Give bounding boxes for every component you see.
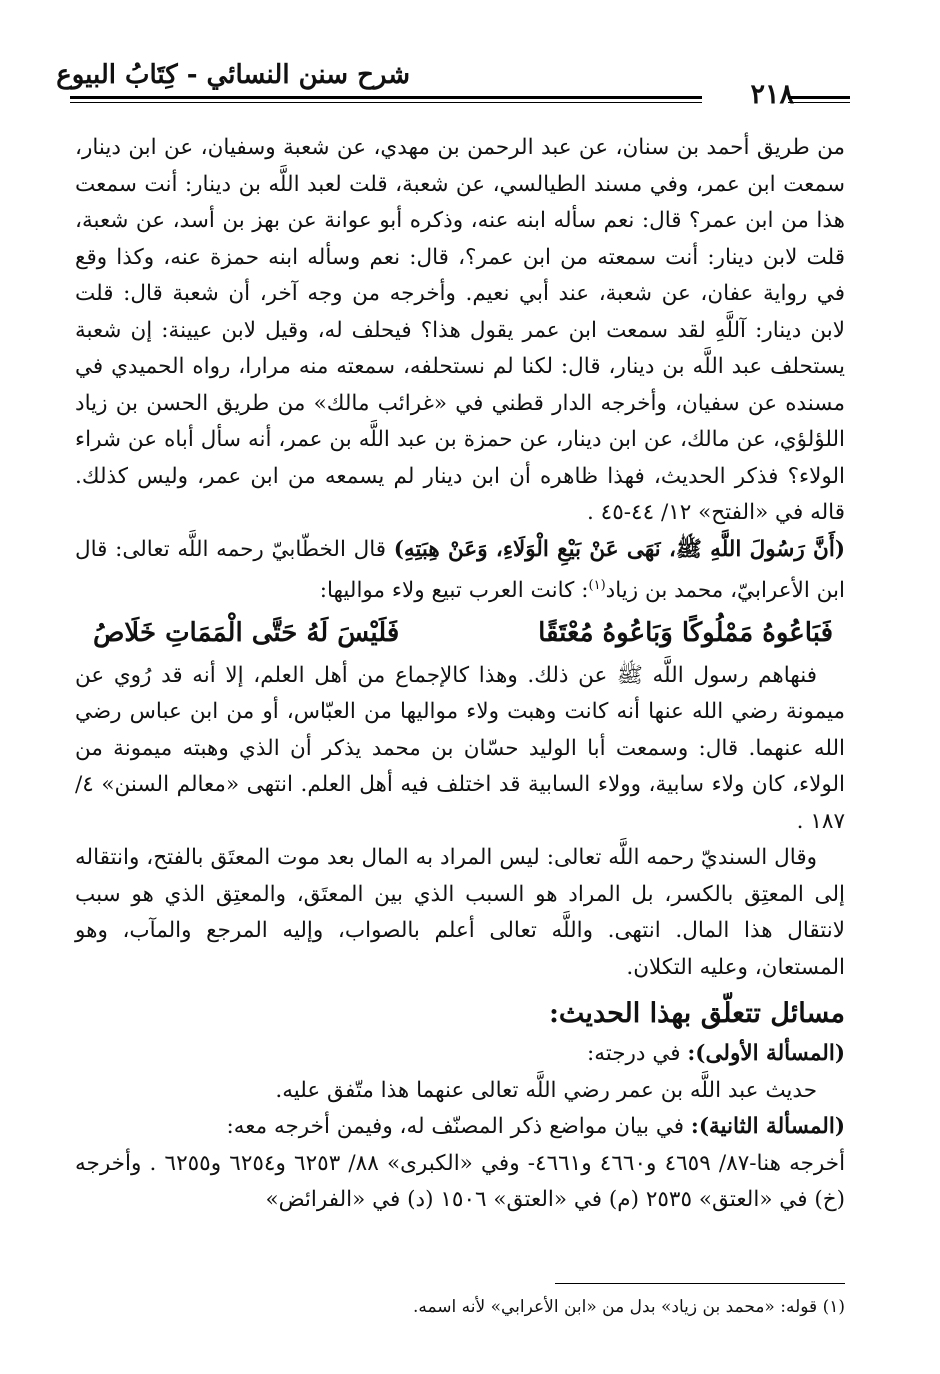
paragraph-chain-of-narration: من طريق أحمد بن سنان، عن عبد الرحمن بن مهدي، عن شعبة وسفيان، عن ابن دينار، سمعت ابن عمر، وفي مسند الطيالسي، عن شعبة، قلت لعبد اللَّه بن دينار: أنت سمعت هذا من ابن عمر؟ قال: نعم سأله ابنه عنه، وذكره أبو عوانة عن بهز بن أسد، عن شعبة، قلت لابن دينار: أنت سمعته من ابن عمر؟، قال: نعم وسأله ابنه حمزة عنه، وكذا وقع في رواية عفان، عن شعبة، عند أبي نعيم. وأخرجه من وجه آخر، أن شعبة قال: قلت لابن دينار: آللَّهِ لقد سمعت ابن عمر يقول هذا؟ فيحلف له، وقيل لابن عيينة: إن شعبة يستحلف عبد اللَّه بن دينار، قال: لكنا لم نستحلفه، سمعته منه مرارا، رواه الحميدي في مسنده عن سفيان، وأخرجه الدار قطني في «غرائب مالك» من طريق الحسن بن زياد اللؤلؤي، عن مالك، عن ابن دينار، عن حمزة بن عبد اللَّه بن عمر، أنه سأل أباه عن شراء الولاء؟ فذكر الحديث، فهذا ظاهره أن ابن دينار لم يسمعه من ابن عمر، وليس كذلك. قاله في «الفتح» ١٢/ ٤٤-٤٥ . [75,135,845,525]
commentary-text-end: : كانت العرب تبيع ولاء مواليها: [319,578,589,604]
footnote-reference: (١) [588,578,606,593]
commentary-text: قال الخطّابيّ رحمه اللَّه تعالى: قال ابن الأعرابيّ، محمد بن زياد [75,536,845,604]
paragraph-sindi: وقال السنديّ رحمه اللَّه تعالى: ليس المراد به المال بعد موت المعتَق بالفتح، وانتقاله إلى المعتِق بالكسر، بل المراد هو السبب الذي بين المعتَق، والمعتِق الذي هو سبب لانتقال هذا المال. انتهى. واللَّه تعالى أعلم بالصواب، وإليه المرجع والمآب، وهو المستعان، وعليه التكلان. [75,845,845,980]
page-header [56,58,850,118]
header-rule-thick [70,96,702,99]
hadith-text: (أَنَّ رَسُولَ اللَّهِ ﷺ، نَهَى عَنْ بَيْعِ الْوَلَاءِ، وَعَنْ هِبَتِهِ) [393,536,845,562]
main-text [75,130,845,1219]
question-one-body: حديث عبد اللَّه بن عمر رضي اللَّه تعالى عنهما هذا متّفق عليه. [275,1077,817,1103]
poem-first-hemistich: فَبَاعُوهُ مَمْلُوكًا وَبَاعُوهُ مُعْتَقًا [538,617,833,648]
question-one-topic: في درجته: [587,1041,688,1067]
header-rule-right-thin [788,102,850,103]
header-rule-right-thick [788,96,850,99]
question-one [75,1036,845,1073]
page-number: ٢١٨ [750,79,794,110]
section-heading: مسائل تتعلّق بهذا الحديث: [548,998,845,1030]
question-two-body: أخرجه هنا-٨٧/ ٤٦٥٩ و٤٦٦٠ و٤٦٦١- وفي «الكبرى» ٨٨/ ٦٢٥٣ و٦٢٥٤ و٦٢٥٥ . وأخرجه (خ) في «العتق» ٢٥٣٥ (م) في «العتق» ١٥٠٦ (د) في «الفرائض» [75,1150,846,1213]
paragraph-prohibition: فنهاهم رسول اللَّه ﷺ عن ذلك. وهذا كالإجماع من أهل العلم، إلا أنه قد رُوي عن ميمونة رضي الله عنها أنه كانت وهبت ولاء مواليها من العبّاس، أو من ابن عباس رضي الله عنهما. قال: وسمعت أبا الوليد حسّان بن محمد يذكر أن الذي وهبته ميمونة من الولاء، كان ولاء سابية، وولاء السابية قد اختلف فيه أهل العلم. انتهى «معالم السنن» ٤/ ١٨٧ . [75,662,845,834]
footnote: (١) قوله: «محمد بن زياد» بدل من «ابن الأعرابي» لأنه اسمه. [412,1297,845,1317]
question-one-label: (المسألة الأولى): [687,1041,845,1067]
question-two [75,1109,845,1146]
footnote-separator [555,1283,845,1284]
paragraph-hadith-commentary [75,532,845,610]
poem-verse [75,612,845,654]
header-rule-thin [70,102,702,103]
poem-second-hemistich: فَلَيْسَ لَهُ حَتَّى الْمَمَاتِ خَلَاصُ [93,617,400,648]
running-title: شرح سنن النسائي - كِتَابُ البيوع [56,60,410,90]
question-two-label: (المسألة الثانية): [690,1114,845,1140]
question-two-topic: في بيان مواضع ذكر المصنّف له، وفيمن أخرجه معه: [226,1114,691,1140]
